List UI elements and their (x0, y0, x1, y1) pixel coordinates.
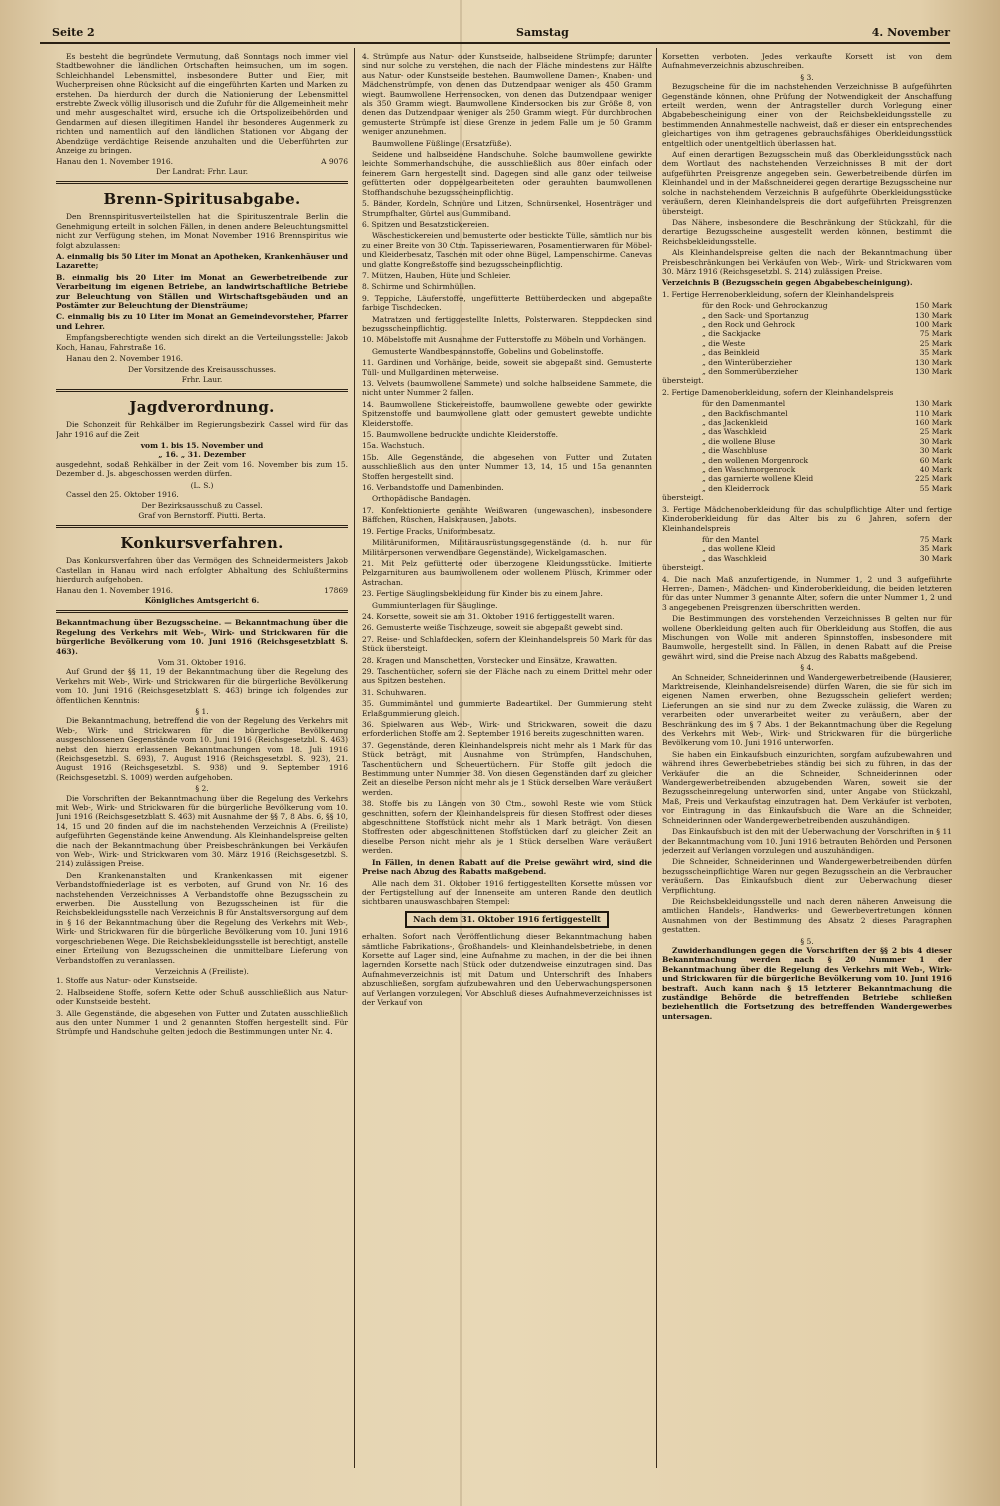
price-value: 60 Mark (919, 455, 952, 465)
verzeichnis-a-item-3: 3. Alle Gegenstände, die abgesehen von Futter und Zutaten ausschließlich aus den unter Nummer 1 und 2 genannten Stoffen hergestellt sind. Für Strümpfe und Handschuhe gelten jedoch die Bestimmungen unter Nr. 4. (56, 1008, 348, 1037)
price-item: „ den Backfischmantel (702, 408, 788, 418)
intro-text: Es besteht die begründete Vermutung, daß Sonntags noch immer viel Stadtbewohner die ländlichen Ortschaften heimsuchen, um im sogen. Schleichhandel Lebensmittel, insbesondere Butter und Eier, mit Wucherpreisen ohne Rücksicht auf die eingeführten Karten und Marken zu erstehen. Da hierdurch der durch die Nationierung der Lebensmittel erstrebte Zweck völlig illusorisch und die Zufuhr für die Allgemeinheit mehr und mehr ausgeschaltet wird, ersuche ich die Ortspolizeibehörden und Gendarmen auf diesen illegitimen Handel ihr besonderes Augenmerk zu richten und namentlich auf den ländlichen Stationen vor Abgang der Abendzüge verdächtige Reisende anzuhalten und die Ueberführten zur Anzeige zu bringen. (56, 52, 348, 156)
jagd-date: Cassel den 25. Oktober 1916. (66, 490, 179, 500)
paragraph-4-text: An Schneider, Schneiderinnen und Wandergewerbetreibende (Hausierer, Marktreisende, Kleinhandelsreisende) dürfen Waren, die sie für sich im eigenen Namen erwerben, ohne Bezugsschein geliefert werden; Lieferungen an sie sind nur zu dem Zwecke zulässig, die Waren zu verarbeiten oder unverarbeitet weiter zu veräußern, aber der Beschränkung des im § 7 Abs. 1 der Bekanntmachung über die Regelung des Verkehrs mit Web-, Wirk- und Strickwaren für die bürgerliche Bevölkerung vom 10. Juni 1916 unterworfen. (662, 672, 952, 748)
list-item: 15a. Wachstuch. (362, 441, 425, 451)
rabatt-note: In Fällen, in denen Rabatt auf die Preise gewährt wird, sind die Preise nach Abzug des Rabatts maßgebend. (362, 857, 652, 877)
price-value: 30 Mark (919, 446, 952, 456)
paragraph-3-text-d: Als Kleinhandelspreise gelten die nach der Bekanntmachung über Preisbeschränkungen bei Verkäufen von Web-, Wirk- und Strickwaren vom 30. März 1916 (Reichsgesetzbl. S. 214) zulässigen Preise. (662, 248, 952, 276)
price-value: 160 Mark (915, 418, 952, 428)
paragraph-4-text-c: Das Einkaufsbuch ist den mit der Ueberwachung der Vorschriften in § 11 der Bekanntmachung vom 10. Juni 1916 betrauten Behörden und Personen jederzeit auf Verlangen vorzulegen und auszuhändigen. (662, 827, 952, 855)
verzeichnis-b-title: Verzeichnis B (Bezugsschein gegen Abgabebescheinigung). (662, 278, 913, 288)
list-item: 15. Baumwollene bedruckte undichte Kleiderstoffe. (362, 430, 559, 440)
price-item: „ den Winterüberzieher (702, 357, 792, 367)
verzeichnis-b-exceeds: übersteigt. (662, 563, 704, 573)
intro-dateline (56, 157, 348, 166)
konkurs-number: 17869 (324, 586, 348, 596)
korsett-stamp: Nach dem 31. Oktober 1916 fertiggestellt (405, 911, 609, 928)
price-item: „ die Weste (702, 338, 746, 348)
list-item: 21. Mit Pelz gefütterte oder überzogene Kleidungsstücke. Imitierte Pelzgarnituren aus baumwollenem oder wollenem Plüsch, Krimmer oder Astrachan. (362, 558, 652, 587)
konkurs-signature: Königliches Amtsgericht 6. (144, 595, 260, 605)
page-header (40, 24, 950, 44)
price-row (662, 339, 952, 348)
list-item: 14. Baumwollene Stickereistoffe, baumwollene gewebte oder gewirkte Spitzenstoffe und baumwollene glatt oder gemustert gewebte undichte Kleiderstoffe. (362, 399, 652, 428)
price-value: 35 Mark (919, 348, 952, 358)
price-list-damen (662, 399, 952, 493)
paragraph-2-heading: § 2. (195, 784, 209, 794)
list-item: 29. Taschentücher, sofern sie der Fläche nach zu einem Drittel mehr oder aus Spitzen bestehen. (362, 666, 652, 686)
price-row (662, 399, 952, 408)
verzeichnis-a-title: Verzeichnis A (Freiliste). (155, 966, 249, 976)
price-row (662, 418, 952, 427)
paragraph-5-text: Zuwiderhandlungen gegen die Vorschriften der §§ 2 bis 4 dieser Bekanntmachung werden nach § 20 Nummer 1 der Bekanntmachung über die Regelung des Verkehrs mit Web-, Wirk- und Strickwaren für die bürgerliche Bevölkerung vom 10. Juni 1916 bestraft. Auch kann nach § 15 letzterer Bekanntmachung die zuständige Behörde die betreffenden Betriebe schließen beziehentlich die Fortsetzung des betreffenden Wandergewerbes untersagen. (662, 945, 952, 1021)
price-value: 110 Mark (915, 408, 952, 418)
list-item: Orthopädische Bandagen. (372, 494, 471, 504)
price-item: „ die wollene Bluse (702, 436, 776, 446)
jagd-period-1: vom 1. bis 15. November und (140, 441, 264, 450)
verzeichnis-a-item-1: 1. Stoffe aus Natur- oder Kunstseide. (56, 976, 198, 986)
price-row (662, 427, 952, 436)
list-item: Militäruniformen, Militärausrüstungsgegenstände (d. h. nur für Militärpersonen verwendbare Gegenstände), Wickelgamaschen. (362, 538, 652, 557)
heading-jagdverordnung: Jagdverordnung. (129, 398, 275, 417)
verzeichnis-a-item-2: 2. Halbseidene Stoffe, sofern Kette oder Schuß ausschließlich aus Natur- oder Kunstseide besteht. (56, 987, 348, 1007)
price-item: für den Damenmantel (702, 399, 786, 409)
price-value: 75 Mark (919, 534, 952, 544)
paragraph-4-text-d: Die Schneider, Schneiderinnen und Wandergewerbetreibenden dürfen bezugsscheinpflichtige Waren nur gegen Bezugsschein an die Verbraucher veräußern. Das Einkaufsbuch dient zur Ueberwachung dieser Verpflichtung. (662, 857, 952, 895)
konkurs-dateline (56, 586, 348, 595)
price-row (662, 544, 952, 553)
price-row (662, 409, 952, 418)
list-item: Gemusterte Wandbespannstoffe, Gobelins und Gobelinstoffe. (372, 346, 604, 356)
price-value: 25 Mark (919, 338, 952, 348)
list-item: 8. Schirme und Schirmhüllen. (362, 282, 476, 292)
heading-brenn-spiritus: Brenn-Spiritusabgabe. (103, 190, 301, 209)
divider (56, 389, 348, 392)
price-item: „ das Waschkleid (702, 553, 767, 563)
price-row (662, 554, 952, 563)
list-item: 31. Schuhwaren. (362, 687, 427, 697)
spiritus-date: Hanau den 2. November 1916. (66, 353, 184, 363)
price-row (662, 474, 952, 483)
price-value: 40 Mark (919, 465, 952, 475)
price-row (662, 358, 952, 367)
price-row (662, 301, 952, 310)
price-row (662, 446, 952, 455)
price-row (662, 329, 952, 338)
bezugsschein-intro: Auf Grund der §§ 11, 19 der Bekanntmachung über die Regelung des Verkehrs mit Web-, Wirk- und Strickwaren für die bürgerliche Bevölkerung vom 10. Juni 1916 (Reichsgesetzblatt S. 463) bringe ich folgendes zur öffentlichen Kenntnis: (56, 667, 348, 705)
spiritus-item-b: B. einmalig bis 20 Liter im Monat an Gewerbetreibende zur Verarbeitung im eigenen Betriebe, an landwirtschaftliche Betriebe zur Beleuchtung von Ställen und Wirtschaftsgebäuden und an Postämter zur Beleuchtung der Diensträume; (56, 272, 348, 310)
list-item: 15b. Alle Gegenstände, die abgesehen von Futter und Zutaten ausschließlich aus den unter Nummer 13, 14, 15 und 15a genannten Stoffen hergestellt sind. (362, 452, 652, 481)
list-item: 27. Reise- und Schlafdecken, sofern der Kleinhandelspreis 50 Mark für das Stück übersteigt. (362, 634, 652, 654)
jagd-signature-1: Der Bezirksausschuß zu Cassel. (141, 501, 263, 511)
list-item: 38. Stoffe bis zu Längen von 30 Ctm., sowohl Reste wie vom Stück geschnitten, sofern der Kleinhandelspreis für diesen Stoffrest oder dieses abgeschnittene Stoffstück nicht mehr als 1 Mark beträgt. Von diesen Stoffresten oder abgeschnittenen Stoffstücken darf zu gleicher Zeit an dieselbe Person nicht mehr als je 1 Stück derselben Ware veräußert werden. (362, 799, 652, 856)
paragraph-3-text: Bezugscheine für die im nachstehenden Verzeichnisse B aufgeführten Gegenstände können, ohne Prüfung der Notwendigkeit der Anschaffung erteilt werden, wenn der Antragsteller durch Vorlegung einer Abgabebescheinigung einer von der Reichsbekleidungsstelle zu bestimmenden Annahmestelle nachweist, daß er dieser ein entsprechendes gleichartiges von ihm getragenes gebrauchsfähiges Oberkleidungsstück entgeltlich oder unentgeltlich überlassen hat. (662, 82, 952, 148)
price-list-maedchen (662, 535, 952, 563)
verzeichnis-b-item-4: 4. Die nach Maß anzufertigende, in Nummer 1, 2 und 3 aufgeführte Herren-, Damen-, Mädchen- und Kinderoberkleidung, die beiden letzteren für das unter Nummer 3 genannte Alter, sofern die unter Nummer 1, 2 und 3 angegebenen Preisgrenzen überschritten werden. (662, 574, 952, 612)
bezugsschein-date: Vom 31. Oktober 1916. (158, 657, 246, 667)
verzeichnis-b-exceeds: übersteigt. (662, 376, 704, 386)
list-item: 5. Bänder, Kordeln, Schnüre und Litzen, Schnürsenkel, Hosenträger und Strumpfhalter, Gürtel aus Gummiband. (362, 199, 652, 218)
list-item: Seidene und halbseidene Handschuhe. Solche baumwollene gewirkte leichte Sommerhandschuhe, die ausschließlich aus 80er einfach oder feinerem Garn hergestellt sind. Dagegen sind alle ganz oder teilweise gefütterten oder doppelgearbeiteten oder gerauhten baumwollenen Stoffhandschuhe bezugsscheinpflichtig. (362, 150, 652, 197)
verzeichnis-b-exceeds: übersteigt. (662, 493, 704, 503)
list-item: 23. Fertige Säuglingsbekleidung für Kinder bis zu einem Jahre. (362, 589, 603, 599)
price-row (662, 484, 952, 493)
divider (56, 525, 348, 528)
spiritus-text: Den Brennspiritusverteilstellen hat die Spirituszentrale Berlin die Genehmigung erteilt in solchen Fällen, in denen andere Beleuchtungsmittel nicht zur Verfügung stehen, im Monat November 1916 Brennspiritus wie folgt abzulassen: (56, 212, 348, 250)
list-item: 6. Spitzen und Besatzstickereien. (362, 219, 490, 229)
price-row (662, 311, 952, 320)
intro-signature: Der Landrat: Frhr. Laur. (155, 166, 249, 176)
price-item: „ das Jackenkleid (702, 418, 768, 428)
header-day: Samstag (516, 26, 569, 39)
verzeichnis-b-item-2: 2. Fertige Damenoberkleidung, sofern der Kleinhandelspreis (662, 387, 894, 397)
price-row (662, 465, 952, 474)
paragraph-4-text-b: Sie haben ein Einkaufsbuch einzurichten, sorgfam aufzubewahren und während ihres Gewerbebetriebes ständig bei sich zu führen, in das der Verkäufer die an die Schneider, Schneiderinnen oder Wandergewerbetreibenden abzugebenden Waren, soweit sie der Bezugsscheinregelung unterworfen sind, unter Angabe von Stückzahl, Maß, Preis und Verkaufstag einzutragen hat. Dem Verkäufer ist verboten, vor Eintragung in das Einkaufsbuch die Ware an die Schneider, Schneiderinnen oder Wandergewerbetreibenden auszuhändigen. (662, 749, 952, 825)
list-item: 26. Gemusterte weiße Tischzeuge, soweit sie abgepaßt gewebt sind. (362, 623, 623, 633)
intro-number: A 9076 (321, 157, 348, 167)
korsett-text: Alle nach dem 31. Oktober 1916 fertiggestellten Korsette müssen vor der Fertigstellung auf der Innenseite am unteren Rande den deutlich sichtbaren unauswaschbaren Stempel: (362, 878, 652, 907)
paragraph-2-text-b: Den Krankenanstalten und Krankenkassen mit eigener Verbandstoffniederlage ist es verboten, auf Grund von Nr. 16 des nachstehenden Verzeichnisses A Verbandstoffe ohne Bezugsschein zu erwerben. Die Ausstellung von Bezugsscheinen ist für die Reichsbekleidungsstelle nach Verzeichnis B für Anstaltsversorgung auf dem in § 16 der Bekanntmachung über die Regelung des Verkehrs mit Web-, Wirk- und Strickwaren für die bürgerliche Bevölkerung vom 10. Juni 1916 vorgeschriebenen Wege. Die Reichsbekleidungsstelle ist berechtigt, anstelle einer Erteilung von Bezugsscheinen die unmittelbare Lieferung von Verbandstoffen zu veranlassen. (56, 870, 348, 965)
price-item: „ den Waschmorgenrock (702, 465, 796, 475)
price-value: 130 Mark (915, 367, 952, 376)
price-row (662, 320, 952, 329)
list-item: 10. Möbelstoffe mit Ausnahme der Futterstoffe zu Möbeln und Vorhängen. (362, 335, 647, 345)
list-item: 17. Konfektionierte genähte Weißwaren (ungewaschen), insbesondere Bäffchen, Rüschen, Halskrausen, Jabots. (362, 505, 652, 525)
price-item: „ die Sackjacke (702, 329, 761, 339)
price-value: 130 Mark (915, 310, 952, 320)
list-item: 16. Verbandstoffe und Damenbinden. (362, 483, 504, 493)
list-item: Gummiunterlagen für Säuglinge. (372, 600, 498, 610)
price-item: „ die Waschbluse (702, 446, 768, 456)
price-value: 150 Mark (915, 301, 952, 311)
price-value: 55 Mark (919, 483, 952, 493)
price-row (662, 456, 952, 465)
page-number: Seite 2 (52, 26, 95, 39)
price-row (662, 367, 952, 376)
jagd-text: Die Schonzeit für Rehkälber im Regierungsbezirk Cassel wird für das Jahr 1916 auf die Zeit (56, 420, 348, 439)
paragraph-3-text-b: Auf einen derartigen Bezugsschein muß das Oberkleidungsstück nach dem Wortlaut des nachstehenden Verzeichnisses B mit der dort aufgeführten Preisgrenze angegeben sein. Gewerbetreibende dürfen im Kleinhandel und in der Maßschneiderei gegen derartige Bezugsscheine nur solche in nachstehendem Verzeichnis B aufgeführte Oberkleidungsstücke veräußern, deren Kleinhandelspreis die dort aufgeführten Preisgrenzen übersteigt. (662, 150, 952, 216)
spiritus-signature-1: Der Vorsitzende des Kreisausschusses. (128, 365, 276, 375)
price-value: 130 Mark (915, 399, 952, 409)
column-1 (56, 52, 348, 1472)
list-item: 36. Spielwaren aus Web-, Wirk- und Strickwaren, soweit die dazu erforderlichen Stoffe am 2. September 1916 bereits zugeschnitten waren. (362, 720, 652, 739)
list-item: Wäschestickereien und bemusterte oder bestickte Tülle, sämtlich nur bis zu einer Breite von 30 Ctm. Tapisseriewaren, Posamentierwaren für Möbel- und Kleiderbesatz, Taschen mit oder ohne Bügel, Lampenschirme. Canevas und glatte Kongreßstoffe sind bezugsscheinpflichtig. (362, 231, 652, 269)
price-item: „ das Beinkleid (702, 348, 760, 358)
jagd-period-2: „ 16. „ 31. Dezember (158, 450, 246, 460)
list-item: 11. Gardinen und Vorhänge, beide, soweit sie abgepaßt sind. Gemusterte Tüll- und Mullgardinen meterweise. (362, 358, 652, 377)
price-item: „ den Kleiderrock (702, 483, 770, 493)
konkurs-date: Hanau den 1. November 1916. (56, 586, 174, 596)
price-value: 25 Mark (919, 427, 952, 437)
list-item: Baumwollene Füßlinge (Ersatzfüße). (372, 138, 512, 148)
price-item: „ das garnierte wollene Kleid (702, 474, 814, 484)
paragraph-2-text: Die Vorschriften der Bekanntmachung über die Regelung des Verkehrs mit Web-, Wirk- und Strickwaren für die bürgerliche Bevölkerung vom 10. Juni 1916 (Reichsgesetzblatt S. 463) mit Ausnahme der §§ 7, 8 Abs. 6, §§ 10, 14, 15 und 20 finden auf die im nachstehenden Verzeichnis A (Freiliste) aufgeführten Gegenstände keine Anwendung. Als Kleinhandelspreise gelten die nach der Bekanntmachung über Preisbeschränkungen bei Verkäufen von Web-, Wirk- und Strickwaren vom 30. März 1916 (Reichsgesetzbl. S. 214) zulässigen Preise. (56, 793, 348, 869)
paragraph-4-heading: § 4. (800, 663, 814, 673)
price-row (662, 535, 952, 544)
spiritus-recipients: Empfangsberechtigte wenden sich direkt an die Verteilungsstelle: Jakob Koch, Hanau, Fahrstraße 16. (56, 333, 348, 352)
paragraph-1-text: Die Bekanntmachung, betreffend die von der Regelung des Verkehrs mit Web-, Wirk- und Strickwaren für die bürgerliche Bevölkerung ausgeschlossenen Gegenstände vom 10. Juni 1916 (Reichsgesetzbl. S. 463) nebst den hierzu erlassenen Bekanntmachungen vom 18. Juli 1916 (Reichsgesetzbl. S. 693), 7. August 1916 (Reichsgesetzbl. S. 923), 21. August 1916 (Reichsgesetzbl. S. 938) und 9. September 1916 (Reichsgesetzbl. S. 1009) werden aufgehoben. (56, 716, 348, 782)
paragraph-1-heading: § 1. (195, 706, 209, 716)
price-value: 30 Mark (919, 553, 952, 563)
list-item: 9. Teppiche, Läuferstoffe, ungefütterte Bettüberdecken und abgepaßte farbige Tischdecken. (362, 293, 652, 313)
price-item: „ den Sommerüberzieher (702, 367, 798, 376)
column-3 (662, 52, 952, 1472)
column-rule-1 (354, 48, 355, 1468)
price-item: „ den wollenen Morgenrock (702, 455, 809, 465)
price-value: 130 Mark (915, 357, 952, 367)
jagd-text-2: ausgedehnt, sodaß Rehkälber in der Zeit vom 16. November bis zum 15. Dezember d. Js. abgeschossen werden dürfen. (56, 459, 348, 479)
spiritus-signature-2: Frhr. Laur. (181, 374, 223, 384)
price-value: 100 Mark (915, 319, 952, 329)
paragraph-4-text-e: Die Reichsbekleidungsstelle und nach deren näheren Anweisung die amtlichen Handels-, Handwerks- und Gewerbevertretungen können Ausnahmen von der Bestimmung des Absatz 2 dieses Paragraphen gestatten. (662, 896, 952, 935)
list-item: 35. Gummimäntel und gummierte Badeartikel. Der Gummierung steht Erlaßgummierung gleich. (362, 699, 652, 718)
column-2 (362, 52, 652, 1472)
price-item: für den Mantel (702, 534, 759, 544)
price-item: „ das Waschkleid (702, 427, 767, 437)
spiritus-item-c: C. einmalig bis zu 10 Liter im Monat an Gemeindevorsteher, Pfarrer und Lehrer. (56, 312, 348, 331)
price-value: 30 Mark (919, 436, 952, 446)
verzeichnis-b-item-1: 1. Fertige Herrenoberkleidung, sofern der Kleinhandelspreis (662, 289, 894, 299)
bezugsschein-title: Bekanntmachung über Bezugsscheine. — Bekanntmachung über die Regelung des Verkehrs mit Web-, Wirk- und Strickwaren für die bürgerliche Bevölkerung vom 10. Juni 1916 (Reichsgesetzblatt S. 463). (56, 618, 348, 656)
paragraph-3-heading: § 3. (800, 72, 814, 82)
price-row (662, 348, 952, 357)
korsett-text-2: erhalten. Sofort nach Veröffentlichung dieser Bekanntmachung haben sämtliche Fabrikations-, Großhandels- und Kleinhandelsbetriebe, in denen Korsette auf Lager sind, eine Aufnahme zu machen, in der die bei ihnen lagernden Korsette nach Stück oder dutzendweise einzutragen sind. Das Aufnahmeverzeichnis ist mit Datum und Unterschrift des Inhabers abzuschließen, sorgfam aufzubewahren und den Ueberwachungspersonen auf Verlangen vorzulegen. Vor Abschluß dieses Aufnahmeverzeichnisses ist der Verkauf von (362, 932, 652, 1007)
price-list-herren (662, 301, 952, 376)
verzeichnis-b-item-3: 3. Fertige Mädchenoberkleidung für das schulpflichtige Alter und fertige Kinderoberkleidung für das Alter bis zu 6 Jahren, sofern der Kleinhandelspreis (662, 504, 952, 533)
price-row (662, 437, 952, 446)
price-value: 35 Mark (919, 544, 952, 554)
paragraph-5-heading: § 5. (800, 936, 814, 946)
jagd-signature-2: Graf von Bernstorff. Piutti. Berta. (138, 510, 266, 520)
korsett-text-3: Korsetten verboten. Jedes verkaufte Korsett ist von dem Aufnahmeverzeichnis abzuschreiben. (662, 52, 952, 71)
price-value: 75 Mark (919, 329, 952, 339)
list-item: 7. Mützen, Hauben, Hüte und Schleier. (362, 270, 511, 280)
divider (56, 610, 348, 613)
paragraph-3-text-c: Das Nähere, insbesondere die Beschränkung der Stückzahl, für die derartige Bezugsscheine ausgestellt werden können, bestimmt die Reichsbekleidungsstelle. (662, 217, 952, 246)
list-item: 13. Velvets (baumwollene Sammete) und solche halbseidene Sammete, die nicht unter Nummer 2 fallen. (362, 379, 652, 398)
spiritus-item-a: A. einmalig bis 50 Liter im Monat an Apotheken, Krankenhäuser und Lazarette; (56, 251, 348, 271)
price-item: „ den Sack- und Sportanzug (702, 310, 809, 320)
price-item: „ das wollene Kleid (702, 544, 776, 554)
heading-konkursverfahren: Konkursverfahren. (120, 534, 284, 553)
list-item: 37. Gegenstände, deren Kleinhandelspreis nicht mehr als 1 Mark für das Stück beträgt, mit Ausnahme von Strümpfen, Handschuhen, Taschentüchern und Scheuertüchern. Für Stoffe gilt jedoch die Bestimmung unter Nummer 38. Von diesen Gegenständen darf zu gleicher Zeit an dieselbe Person nicht mehr als je 1 Stück derselben Ware veräußert werden. (362, 740, 652, 797)
list-item: Matratzen und fertiggestellte Inletts, Polsterwaren. Steppdecken sind bezugsscheinpflichtig. (362, 314, 652, 333)
list-item: 24. Korsette, soweit sie am 31. Oktober 1916 fertiggestellt waren. (362, 611, 615, 621)
konkurs-text: Das Konkursverfahren über das Vermögen des Schneidermeisters Jakob Castellan in Hanau wird nach erfolgter Abhaltung des Schlußtermins hierdurch aufgehoben. (56, 556, 348, 585)
list-item: 28. Kragen und Manschetten, Vorstecker und Einsätze, Krawatten. (362, 655, 618, 665)
intro-date: Hanau den 1. November 1916. (56, 157, 174, 167)
paragraph-3-text-e: Die Bestimmungen des vorstehenden Verzeichnisses B gelten nur für wollene Oberkleidung gelten auch für Oberkleidung aus Stoffen, die aus Mischungen von Wolle mit anderen Spinnstoffen, insbesondere mit Baumwolle, hergestellt sind. In Fällen, in denen Rabatt auf die Preise gewährt wird, sind die Preise nach Abzug des Rabatts maßgebend. (662, 614, 952, 661)
column-rule-2 (656, 48, 657, 1468)
jagd-seal: (L. S.) (190, 480, 214, 490)
divider (56, 181, 348, 184)
header-date: 4. November (871, 26, 950, 39)
list-item: 4. Strümpfe aus Natur- oder Kunstseide, halbseidene Strümpfe; darunter sind nur solche zu verstehen, die nach der Fläche mindestens zur Hälfte aus Natur- oder Kunstseide bestehen. Baumwollene Damen-, Knaben- und Mädchenstrümpfe, von denen das Dutzendpaar weniger als 450 Gramm wiegt. Baumwollene Herrensocken, von denen das Dutzendpaar weniger als 350 Gramm wiegt. Baumwollene Kindersocken bis zur Größe 8, von denen das Dutzendpaar weniger als 250 Gramm wiegt. Für durchbrochen gemusterte Strümpfe ist diese Grenze in jedem Falle um je 50 Gramm weniger anzunehmen. (362, 52, 652, 137)
price-value: 225 Mark (915, 474, 952, 484)
price-item: „ den Rock und Gehrock (702, 319, 795, 329)
price-item: für den Rock- und Gehrockanzug (702, 301, 828, 311)
list-item: 19. Fertige Fracks, Uniformbesatz. (362, 526, 496, 536)
